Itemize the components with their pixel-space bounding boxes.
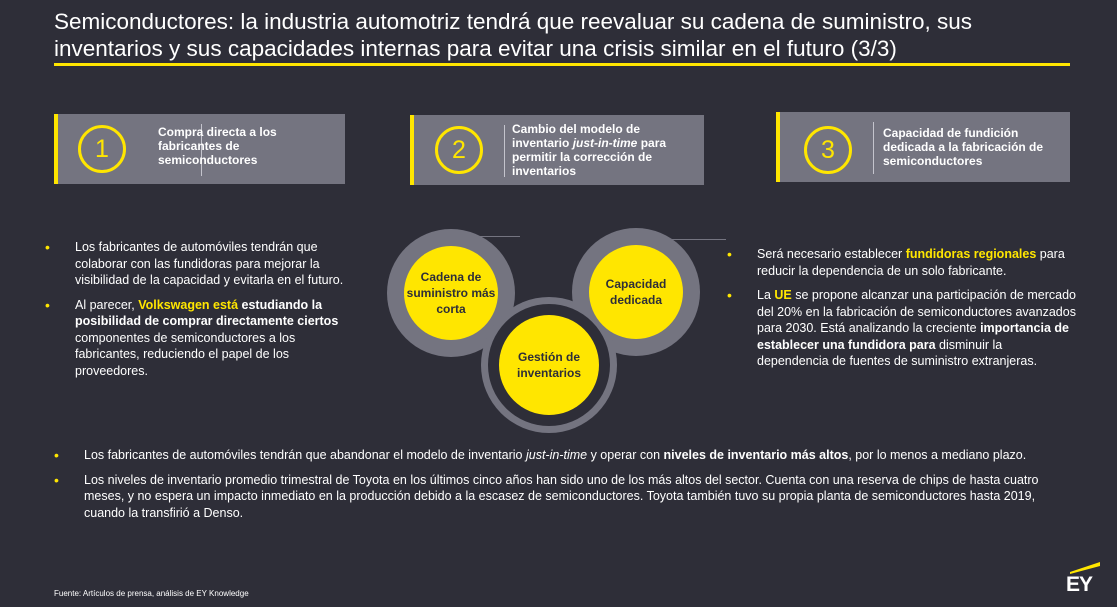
logo-text: EY <box>1066 573 1093 596</box>
list-item <box>727 246 1077 279</box>
logo-slash-icon <box>1066 560 1102 574</box>
card-text: Compra directa a los fabricantes de semiconductores <box>158 125 277 167</box>
right-bullet-list <box>727 246 1077 378</box>
card-text-part: para permitir la corrección de inventarios <box>512 136 667 178</box>
list-item <box>727 287 1077 370</box>
bold-text: importancia de establecer una fundidora para <box>757 321 1069 352</box>
card-text <box>512 122 687 178</box>
circle-label: Cadena de suministro más corta <box>406 270 496 316</box>
circle-label: Capacidad dedicada <box>605 277 667 307</box>
list-item <box>54 472 1064 522</box>
bullet-text: para reducir la dependencia de un solo fabricante. <box>757 247 1065 278</box>
highlight-text: fundidoras regionales <box>905 247 1037 261</box>
bullet-text: Será necesario establecer <box>757 247 906 261</box>
highlight-text: Volkswagen está <box>138 297 239 312</box>
bullet-text: y operar con <box>587 448 664 462</box>
bullet-text: Los fabricantes de automóviles tendrán que abandonar el modelo de inventario <box>84 448 526 462</box>
number-badge: 1 <box>78 125 126 173</box>
source-note: Fuente: Artículos de prensa, análisis de EY Knowledge <box>54 589 249 598</box>
card-accent-bar <box>54 114 58 184</box>
number-badge: 3 <box>804 126 852 174</box>
bullet-text: componentes de semiconductores a los fabricantes, reduciendo el papel de los proveedores. <box>75 330 296 378</box>
card-3 <box>776 112 1070 182</box>
bottom-bullet-list <box>54 447 1064 529</box>
bullet-text: Los fabricantes de automóviles tendrán que colaborar con las fundidoras para mejorar la visibilidad de la capacidad y evitarla en el futuro. <box>75 240 344 287</box>
card-text-emphasis: just-in-time <box>572 136 638 150</box>
card-divider <box>504 125 505 177</box>
bold-text: estudiando la posibilidad de comprar directamente ciertos <box>75 297 339 328</box>
number-badge: 2 <box>435 126 483 174</box>
emphasis-text: just-in-time <box>525 448 588 462</box>
card-text: Capacidad de fundición dedicada a la fabricación de semiconductores <box>883 126 1044 168</box>
bold-text: niveles de inventario más altos <box>663 448 849 462</box>
bullet-text: disminuir la dependencia de fuentes de suministro extranjeras. <box>757 337 1038 368</box>
circle-inventory <box>499 315 599 415</box>
card-divider <box>873 122 874 174</box>
bullet-text: , por lo menos a mediano plazo. <box>848 448 1027 462</box>
bullet-text: Los niveles de inventario promedio trimestral de Toyota en los últimos cinco años han sido uno de los más altos del sector. Cuenta con una reserva de chips de hasta cuatro meses, y no espera un impacto inmediato en la producción debido a la escasez de semiconductores. Toyota también tuvo su propia planta de semiconductores hasta 2019, cuando la transfirió a Denso. <box>84 472 1039 520</box>
ey-logo <box>1066 560 1102 596</box>
bullet-text: se propone alcanzar una participación de mercado del 20% en la fabricación de semiconductores avanzados para 2030. Está analizando la creciente <box>757 288 1076 335</box>
list-item <box>54 447 1064 464</box>
title-underline <box>54 63 1070 66</box>
circle-supply-chain <box>404 246 498 340</box>
list-item <box>45 297 363 380</box>
card-accent-bar <box>776 112 780 182</box>
circle-label: Gestión de inventarios <box>516 350 582 380</box>
bullet-text: La <box>757 288 775 302</box>
card-accent-bar <box>410 115 414 185</box>
list-item <box>45 239 363 289</box>
card-2 <box>410 115 704 185</box>
bullet-text: Al parecer, <box>75 297 139 312</box>
card-text-part: Cambio del modelo de inventario <box>512 122 641 150</box>
page-title: Semiconductores: la industria automotriz tendrá que reevaluar su cadena de suministro, sus inventarios y sus capacidades internas para evitar una crisis similar en el futuro (3/3) <box>54 9 972 61</box>
card-1 <box>54 114 345 184</box>
circle-dedicated-capacity <box>589 245 683 339</box>
highlight-text: UE <box>774 288 792 302</box>
left-bullet-list <box>45 239 363 387</box>
